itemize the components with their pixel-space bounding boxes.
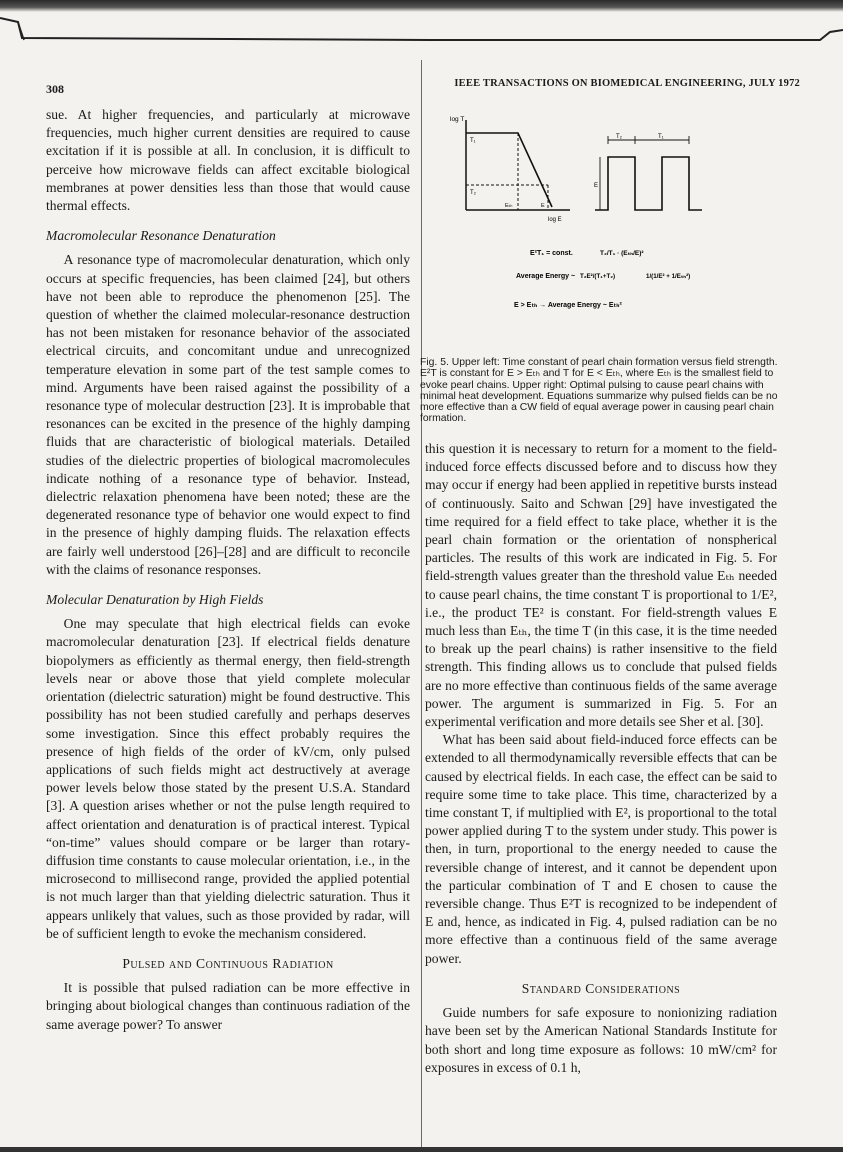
paragraph: Guide numbers for safe exposure to nonionizing radiation have been set by the American National Standards Institute for both short and long time exposure as follows: 10 mW/cm² for exposures in excess of 0.1 h, xyxy=(425,1005,777,1075)
pulse-label-t1: T₁ xyxy=(658,134,664,140)
paragraph: What has been said about field-induced force effects can be extended to all thermodynamically reversible effects that can be caused by electrical fields. In each case, the effect can be said to require some time to take place. This time, characterized by a time constant T, if multiplied with E², is proportional to the total power applied during T to the system under study. This power is then, in turn, proportional to the energy needed to cause the reversible change of interest, and it cannot be dependent upon the particular combination of T and E chosen to cause the reversible change. Thus E²T is recognized to be independent of E and, hence, as indicated in Fig. 4, pulsed radiation can be no more effective than a continuous field of the same average power. xyxy=(425,732,777,966)
pulse-label-e: E xyxy=(594,183,599,189)
left-plot xyxy=(450,116,570,223)
scan-fold-artifact xyxy=(0,10,843,50)
figure-caption xyxy=(420,357,780,425)
paragraph: sue. At higher frequencies, and particularly at microwave frequencies, much higher current densities are required to cause excitation if it is possible at all. In conclusion, it is difficult to perceive how microwave fields can affect excitable biological membranes at power densities less than those that would cause thermal effects. xyxy=(46,107,410,214)
equation-2-mid: T₂E²/(T₁+T₂) xyxy=(580,273,616,280)
equation-2-right: 1/(1/E² + 1/Eₜₕ²) xyxy=(646,273,691,280)
section-heading: Macromolecular Resonance Denaturation xyxy=(46,228,276,244)
column-gutter-rule xyxy=(421,60,422,1150)
scan-bottom-edge xyxy=(0,1147,843,1152)
running-header: IEEE TRANSACTIONS ON BIOMEDICAL ENGINEERING, JULY 1972 xyxy=(454,78,800,89)
equation-1-left: E²T₁ = const. xyxy=(530,250,573,257)
caption-text: Upper left: Time constant of pearl chain formation versus field strength. E²T is constant for E > Eₜₕ and T for E < Eₜₕ, where Eₜₕ is the smallest field to evoke pearl chains. Upper right: Optimal pulsing to cause pearl chains with minimal heat development. Equations summarize why pulsed fields can be no more effective than a CW field of equal average power in causing pearl chain formation. xyxy=(420,357,778,425)
x-axis-label: log E xyxy=(548,217,562,223)
equations xyxy=(514,250,690,309)
equation-3: E > Eₜₕ → Average Energy ~ Eₜₕ² xyxy=(514,302,622,309)
section-heading: Standard Considerations xyxy=(521,980,681,996)
page-number: 308 xyxy=(46,82,64,96)
paragraph: One may speculate that high electrical fields can evoke macromolecular denaturation [23]. If electrical fields denature biopolymers as efficiently as thermal energy, then field-strength levels near or above those that yield complete molecular orientation (dielectric saturation) might be found destructive. This possibility has not been studied carefully and perhaps deserves some investigation. Since this effect probably requires the presence of high fields of the order of kV/cm, only pulsed applications of such fields might act destructively at average power levels below those stated by the present U.S.A. Standard [3]. A question arises whether or not the pulse length required to affect orientation and denaturation is of practical interest. Typical “on-time” values should compare or be larger than rotary-diffusion time constants to cause molecular orientation, i.e., in the microsecond to millisecond range, provided the applied potential is not much larger than that yielding dielectric saturation. Thus it appears unlikely that values, such as those provided by radar, will be of sufficient length to evoke the mechanism considered. xyxy=(46,616,410,941)
caption-lead: Fig. 5. xyxy=(420,357,449,368)
tick-t1: T₁ xyxy=(470,138,476,144)
tick-t2: T₂ xyxy=(470,190,476,196)
section-heading: Molecular Denaturation by High Fields xyxy=(46,592,264,608)
equation-1-right: T₂/T₁ · (Eₜₕ/E)² xyxy=(600,250,644,257)
paragraph: A resonance type of macromolecular denaturation, which only occurs at specific frequencies, has been claimed [24], but others have not been able to reproduce the phenomenon [25]. The question of whether the claimed molecular-resonance destruction has not been mistaken for resonance behavior of the associated electrical circuits, and concomitant undue and unrecognized temperature elevation in some part of the test sample comes to mind. Arguments have been raised against the possibility of a resonance type of molecular destruction [23]. It is improbable that resonances can be excited in the presence of the highly damping fluids that are characteristic of biological materials. Detailed studies of the dielectric properties of biological macromolecules indicate nothing of a resonance type of behavior. Instead, dielectric relaxation phenomena have been noted; these are the degenerated resonance type of behavior one would expect to find in the presence of highly damping fluids. The relaxation effects are fairly well understood [26]–[28] and are difficult to reconcile with the claims of resonance responses. xyxy=(46,252,410,577)
equation-2-left: Average Energy ~ xyxy=(516,273,576,280)
tick-eth: Eₜₕ xyxy=(505,203,513,209)
paragraph: It is possible that pulsed radiation can be more effective in bringing about biological changes than continuous radiation of the same average power? To answer xyxy=(46,980,410,1032)
right-plot xyxy=(594,134,702,210)
section-heading: Pulsed and Continuous Radiation xyxy=(122,955,334,971)
pulse-label-t2: T₂ xyxy=(616,134,622,140)
tick-e: E xyxy=(541,203,545,209)
y-axis-label: log T xyxy=(450,116,465,123)
paragraph: this question it is necessary to return for a moment to the field-induced force effects discussed before and to discuss how they may occur if energy had been applied in repetitive bursts instead of continuously. Saito and Schwan [29] have investigated the time required for a field effect to take place, whether it is the pearl chain formation or the orientation of nonspherical particles. The results of this work are indicated in Fig. 5. For field-strength values greater than the threshold value Eₜₕ needed to cause pearl chains, the time constant T is proportional to 1/E², i.e., the product TE² is constant. For field-strength values E much less than Eₜₕ, the time T (in this case, it is the time needed to break up the pearl chains) is rather insensitive to the field strength. This finding allows us to conclude that pulsed fields are no more effective than continuous fields of the same average power. The argument is summarized in Fig. 5. For an experimental verification and more details see Sher et al. [30]. xyxy=(425,441,777,730)
right-column xyxy=(425,440,777,1077)
left-column xyxy=(46,106,410,1034)
